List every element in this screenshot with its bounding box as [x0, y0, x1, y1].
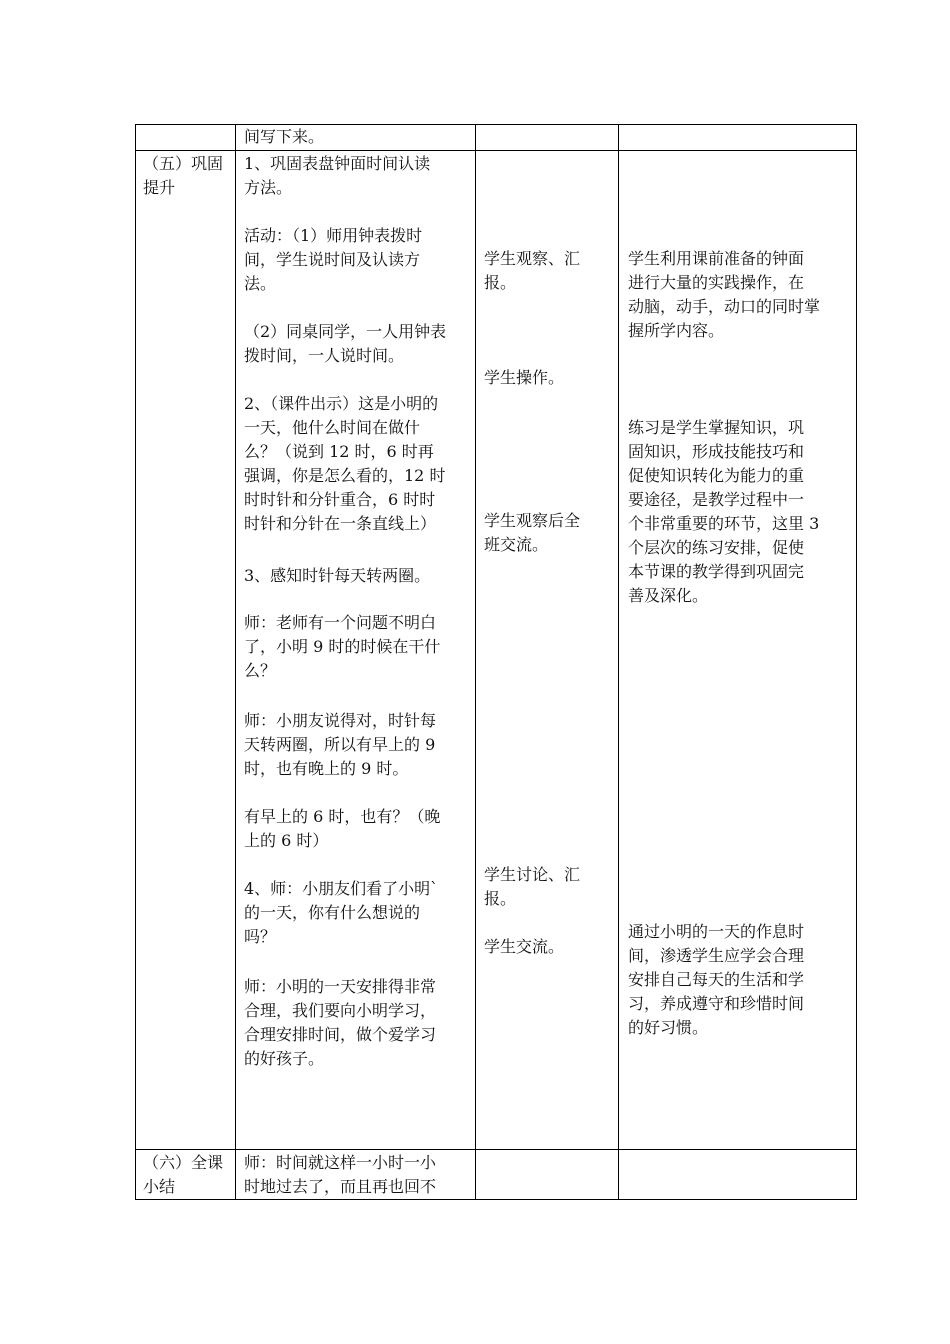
teacher-activity-line: 强调，你是怎么看的，12 时	[244, 466, 446, 485]
design-intent-line: 的好习惯。	[628, 1018, 709, 1037]
table-rule-col4	[618, 124, 619, 1200]
student-activity-line: 学生操作。	[484, 368, 565, 387]
table-rule-row5	[135, 150, 857, 151]
teacher-activity-line: 合理，我们要向小明学习，	[244, 1001, 437, 1020]
student-activity-line: 学生观察、汇	[484, 249, 581, 268]
teacher-activity-line: 3、感知时针每天转两圈。	[244, 566, 431, 585]
design-intent-line: 促使知识转化为能力的重	[628, 466, 805, 485]
teacher-activity-line: 时时针和分针重合，6 时时	[244, 490, 436, 509]
teacher-activity-line: 合理安排时间，做个爱学习	[244, 1025, 437, 1044]
design-intent-line: 本节课的教学得到巩固完	[628, 562, 805, 581]
teacher-activity-line: 么？（说到 12 时，6 时再	[244, 442, 434, 461]
table-rule-left	[135, 124, 136, 1200]
design-intent-line: 个非常重要的环节，这里 3	[628, 514, 820, 533]
design-intent-line: 学生利用课前准备的钟面	[628, 249, 805, 268]
design-intent-line: 间，渗透学生应学会合理	[628, 946, 805, 965]
teacher-activity-line: 间，学生说时间及认读方	[244, 250, 421, 269]
teacher-activity-line: 1、巩固表盘钟面时间认读	[244, 154, 431, 173]
teacher-activity-line: 了，小明 9 时的时候在干什	[244, 637, 441, 656]
teacher-activity-line: 拨时间，一人说时间。	[244, 346, 405, 365]
teacher-activity-line: 时针和分针在一条直线上）	[244, 514, 437, 533]
teacher-activity-line: 么？	[244, 661, 277, 680]
table-rule-bottom	[135, 1199, 857, 1200]
design-intent-line: 习，养成遵守和珍惜时间	[628, 994, 805, 1013]
teacher-activity-line: 有早上的 6 时，也有？（晚	[244, 807, 441, 826]
teacher-activity-line: 的好孩子。	[244, 1049, 325, 1068]
teacher-activity-line: 天转两圈，所以有早上的 9	[244, 735, 436, 754]
design-intent-line: 固知识，形成技能技巧和	[628, 442, 805, 461]
teacher-activity-line: 法。	[244, 274, 277, 293]
teacher-activity-line: 活动：（1）师用钟表拨时	[244, 226, 423, 245]
teacher-activity-line: 方法。	[244, 178, 293, 197]
teacher-activity-line: 师：小明的一天安排得非常	[244, 977, 437, 996]
stage-label-5: （五）巩固	[143, 154, 224, 173]
teacher-activity-line: 的一天，你有什么想说的	[244, 903, 421, 922]
student-activity-line: 学生交流。	[484, 937, 565, 956]
design-intent-line: 个层次的练习安排，促使	[628, 538, 805, 557]
teacher-activity-line: 师：小朋友说得对，时针每	[244, 711, 437, 730]
design-intent-line: 动脑，动手，动口的同时掌	[628, 297, 821, 316]
teacher-activity-line: 一天，他什么时间在做什	[244, 418, 421, 437]
prev-row-teacher-text: 间写下来。	[244, 127, 325, 146]
table-rule-col2	[235, 124, 236, 1200]
teacher-activity-line: 师：老师有一个问题不明白	[244, 613, 437, 632]
teacher-activity-line: 4、师：小朋友们看了小明`	[244, 879, 439, 898]
teacher-activity-line: （2）同桌同学，一人用钟表	[244, 322, 447, 341]
teacher-activity-line: 吗？	[244, 927, 277, 946]
teacher-activity-line: 时，也有晚上的 9 时。	[244, 759, 409, 778]
teacher-activity-line: 2、（课件出示）这是小明的	[244, 394, 439, 413]
stage-label-6: 小结	[143, 1177, 176, 1196]
student-activity-line: 学生讨论、汇	[484, 865, 581, 884]
table-rule-col3	[475, 124, 476, 1200]
design-intent-line: 握所学内容。	[628, 321, 725, 340]
summary-teacher-line: 时地过去了，而且再也回不	[244, 1177, 437, 1196]
design-intent-line: 安排自己每天的生活和学	[628, 970, 805, 989]
design-intent-line: 练习是学生掌握知识，巩	[628, 418, 805, 437]
design-intent-line: 通过小明的一天的作息时	[628, 922, 805, 941]
summary-teacher-line: 师：时间就这样一小时一小	[244, 1153, 437, 1172]
stage-label-5: 提升	[143, 178, 176, 197]
student-activity-line: 学生观察后全	[484, 511, 581, 530]
table-rule-right	[856, 124, 857, 1200]
table-rule-row6	[135, 1149, 857, 1150]
student-activity-line: 班交流。	[484, 535, 549, 554]
design-intent-line: 善及深化。	[628, 586, 709, 605]
stage-label-6: （六）全课	[143, 1153, 224, 1172]
teacher-activity-line: 上的 6 时）	[244, 831, 329, 850]
student-activity-line: 报。	[484, 273, 517, 292]
design-intent-line: 进行大量的实践操作，在	[628, 273, 805, 292]
design-intent-line: 要途径，是教学过程中一	[628, 490, 805, 509]
student-activity-line: 报。	[484, 889, 517, 908]
